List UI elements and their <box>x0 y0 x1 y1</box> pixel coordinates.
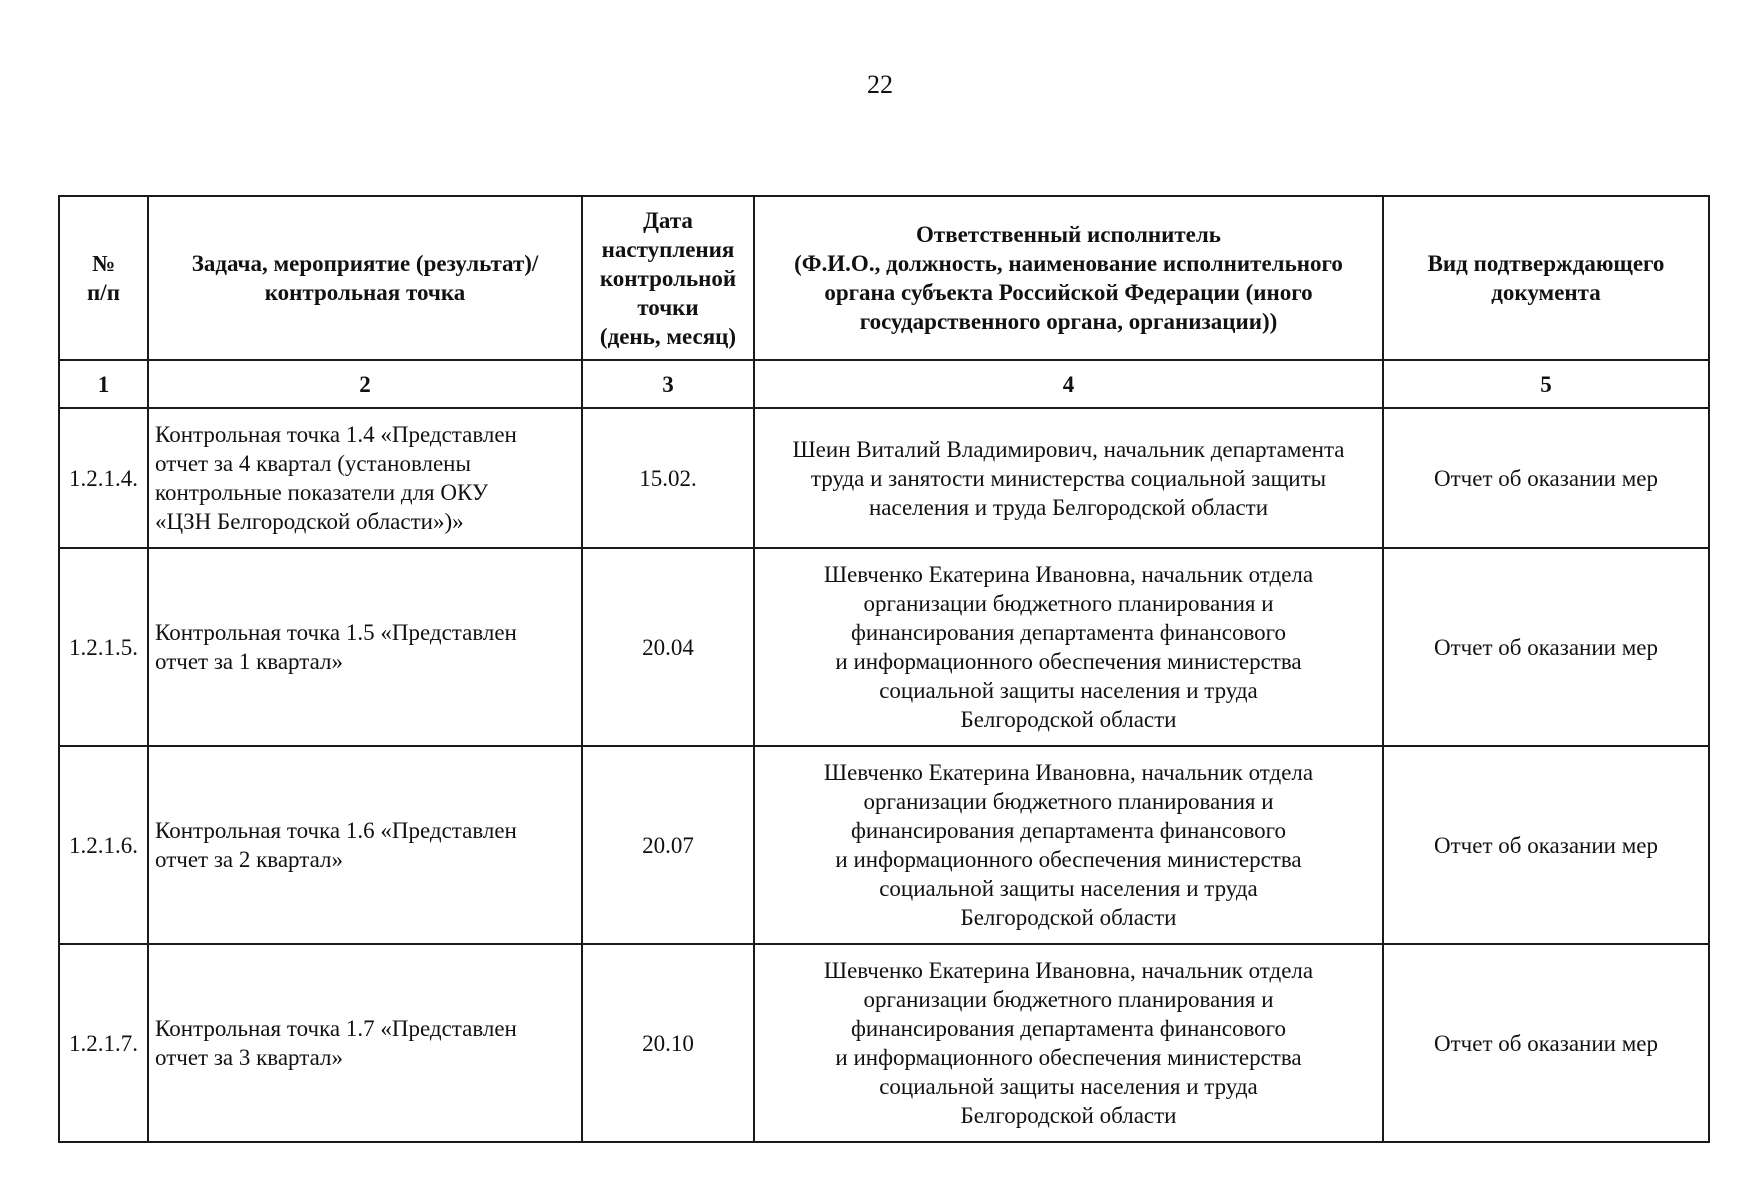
row-number: 1.2.1.5. <box>59 548 148 746</box>
header-date: Дата наступления контрольной точки (день, месяц) <box>582 196 754 360</box>
row-executor: Шеин Виталий Владимирович, начальник департамента труда и занятости министерства социальной защиты населения и труда Белгородской области <box>754 408 1383 548</box>
header-executor: Ответственный исполнитель (Ф.И.О., должность, наименование исполнительного органа субъекта Российской Федерации (иного государственного органа, организации)) <box>754 196 1383 360</box>
row-executor: Шевченко Екатерина Ивановна, начальник отдела организации бюджетного планирования и финансирования департамента финансового и информационного обеспечения министерства социальной защиты населения и труда Белгородской области <box>754 944 1383 1142</box>
row-document: Отчет об оказании мер <box>1383 746 1709 944</box>
header-row <box>59 196 1709 360</box>
column-number: 3 <box>582 360 754 408</box>
row-task: Контрольная точка 1.5 «Представлен отчет за 1 квартал» <box>148 548 582 746</box>
row-task: Контрольная точка 1.4 «Представлен отчет за 4 квартал (установлены контрольные показатели для ОКУ «ЦЗН Белгородской области»)» <box>148 408 582 548</box>
column-number: 1 <box>59 360 148 408</box>
row-date: 20.10 <box>582 944 754 1142</box>
column-number: 5 <box>1383 360 1709 408</box>
row-executor: Шевченко Екатерина Ивановна, начальник отдела организации бюджетного планирования и финансирования департамента финансового и информационного обеспечения министерства социальной защиты населения и труда Белгородской области <box>754 548 1383 746</box>
row-date: 20.04 <box>582 548 754 746</box>
header-task: Задача, мероприятие (результат)/ контрольная точка <box>148 196 582 360</box>
column-number: 2 <box>148 360 582 408</box>
column-number-row <box>59 360 1709 408</box>
row-task: Контрольная точка 1.7 «Представлен отчет за 3 квартал» <box>148 944 582 1142</box>
page-number: 22 <box>867 70 893 99</box>
table-row <box>59 746 1709 944</box>
header-document: Вид подтверждающего документа <box>1383 196 1709 360</box>
row-document: Отчет об оказании мер <box>1383 548 1709 746</box>
table-row <box>59 548 1709 746</box>
row-task: Контрольная точка 1.6 «Представлен отчет за 2 квартал» <box>148 746 582 944</box>
row-number: 1.2.1.4. <box>59 408 148 548</box>
row-date: 20.07 <box>582 746 754 944</box>
control-points-table <box>58 195 1710 1143</box>
row-document: Отчет об оказании мер <box>1383 408 1709 548</box>
table-row <box>59 944 1709 1142</box>
header-number: № п/п <box>59 196 148 360</box>
row-number: 1.2.1.6. <box>59 746 148 944</box>
row-date: 15.02. <box>582 408 754 548</box>
table-row <box>59 408 1709 548</box>
row-executor: Шевченко Екатерина Ивановна, начальник отдела организации бюджетного планирования и финансирования департамента финансового и информационного обеспечения министерства социальной защиты населения и труда Белгородской области <box>754 746 1383 944</box>
row-document: Отчет об оказании мер <box>1383 944 1709 1142</box>
row-number: 1.2.1.7. <box>59 944 148 1142</box>
column-number: 4 <box>754 360 1383 408</box>
